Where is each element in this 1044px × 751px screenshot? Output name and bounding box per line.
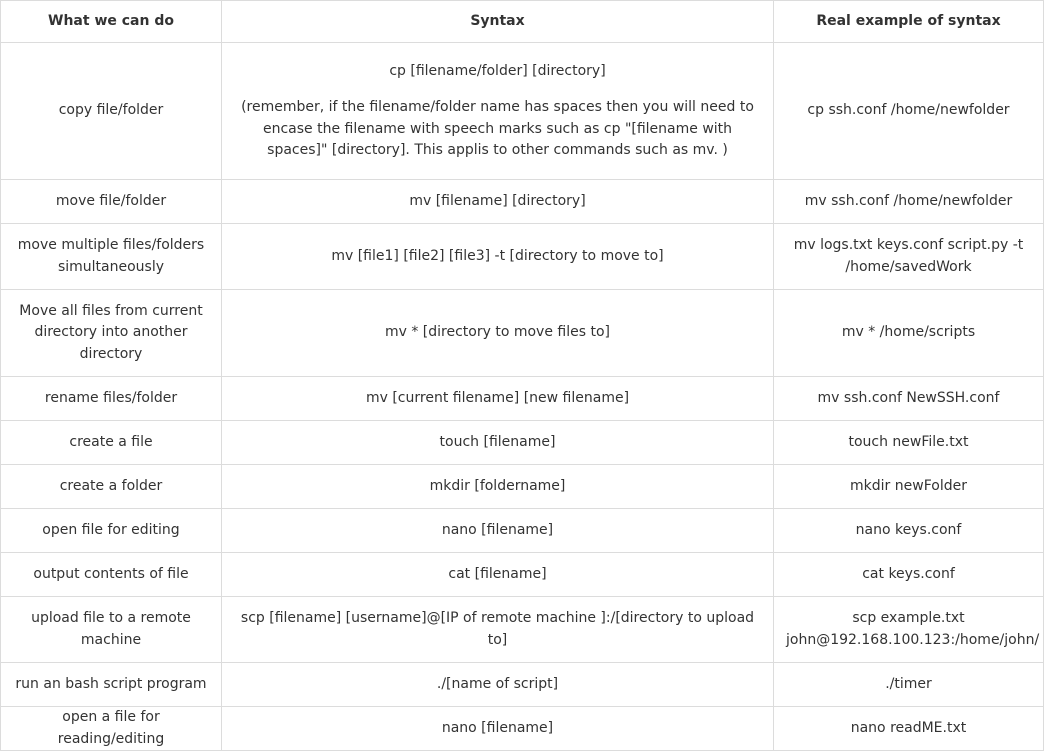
- syntax-cell: mkdir [foldername]: [222, 465, 774, 509]
- header-syntax: Syntax: [222, 1, 774, 43]
- example-cell: nano keys.conf: [774, 509, 1044, 553]
- table-row: [1, 43, 1044, 180]
- action-cell: open file for editing: [1, 509, 222, 553]
- syntax-cell: [222, 43, 774, 180]
- example-cell: cp ssh.conf /home/newfolder: [774, 43, 1044, 180]
- header-real-example: Real example of syntax: [774, 1, 1044, 43]
- syntax-cell: nano [filename]: [222, 707, 774, 751]
- example-cell: ./timer: [774, 663, 1044, 707]
- syntax-note: (remember, if the filename/folder name has spaces then you will need to encase the filename with speech marks such as cp "[filename with spaces]" [directory]. This applis to other commands such as mv. ): [241, 99, 754, 158]
- syntax-cell: mv [filename] [directory]: [222, 180, 774, 224]
- table-row: [1, 290, 1044, 377]
- syntax-cell: mv * [directory to move files to]: [222, 290, 774, 377]
- syntax-cell: mv [current filename] [new filename]: [222, 377, 774, 421]
- table-row: [1, 597, 1044, 663]
- action-cell: move file/folder: [1, 180, 222, 224]
- action-cell: upload file to a remote machine: [1, 597, 222, 663]
- table-row: [1, 180, 1044, 224]
- example-cell: mv * /home/scripts: [774, 290, 1044, 377]
- table-row: [1, 553, 1044, 597]
- syntax-cell: mv [file1] [file2] [file3] -t [directory to move to]: [222, 224, 774, 290]
- example-cell: touch newFile.txt: [774, 421, 1044, 465]
- example-cell: mv ssh.conf /home/newfolder: [774, 180, 1044, 224]
- table-row: [1, 465, 1044, 509]
- table-row: [1, 224, 1044, 290]
- action-cell: run an bash script program: [1, 663, 222, 707]
- action-cell: copy file/folder: [1, 43, 222, 180]
- action-cell: Move all files from current directory into another directory: [1, 290, 222, 377]
- syntax-cell: cat [filename]: [222, 553, 774, 597]
- action-cell: create a folder: [1, 465, 222, 509]
- header-row: [1, 1, 1044, 43]
- table-body: [1, 43, 1044, 751]
- table-row: [1, 663, 1044, 707]
- table-header: [1, 1, 1044, 43]
- action-cell: rename files/folder: [1, 377, 222, 421]
- syntax-cell: touch [filename]: [222, 421, 774, 465]
- example-cell: mv ssh.conf NewSSH.conf: [774, 377, 1044, 421]
- action-cell: create a file: [1, 421, 222, 465]
- header-what-we-can-do: What we can do: [1, 1, 222, 43]
- table-row: [1, 707, 1044, 751]
- table-row: [1, 377, 1044, 421]
- syntax-cell: ./[name of script]: [222, 663, 774, 707]
- syntax-text: cp [filename/folder] [directory]: [389, 62, 606, 79]
- example-cell: mv logs.txt keys.conf script.py -t /home/savedWork: [774, 224, 1044, 290]
- example-cell: cat keys.conf: [774, 553, 1044, 597]
- example-cell: nano readME.txt: [774, 707, 1044, 751]
- table-row: [1, 509, 1044, 553]
- example-cell: scp example.txt john@192.168.100.123:/home/john/: [774, 597, 1044, 663]
- action-cell: move multiple files/folders simultaneously: [1, 224, 222, 290]
- example-cell: mkdir newFolder: [774, 465, 1044, 509]
- action-cell: output contents of file: [1, 553, 222, 597]
- syntax-cell: scp [filename] [username]@[IP of remote machine ]:/[directory to upload to]: [222, 597, 774, 663]
- action-cell: open a file for reading/editing: [1, 707, 222, 751]
- table-row: [1, 421, 1044, 465]
- syntax-cell: nano [filename]: [222, 509, 774, 553]
